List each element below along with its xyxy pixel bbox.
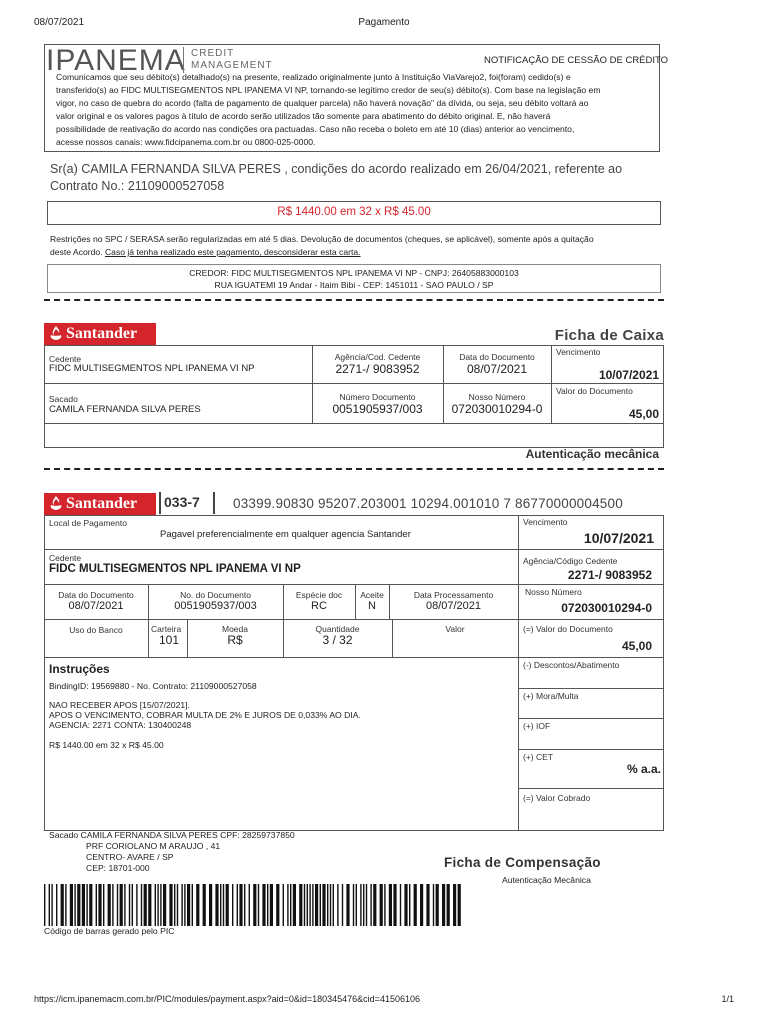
barcode-bar	[363, 884, 364, 926]
caixa-valor-label: Valor do Documento	[556, 386, 633, 396]
barcode-bar	[315, 884, 318, 926]
barcode-bar	[187, 884, 190, 926]
comp-especie-value: RC	[311, 600, 327, 612]
creditor-line2: RUA IGUATEMI 19 Andar - Itaim Bibi - CEP: 1451011 - SAO PAULO / SP	[214, 280, 494, 290]
barcode-bar	[366, 884, 367, 926]
barcode-bar	[144, 884, 147, 926]
barcode-bar	[129, 884, 130, 926]
barcode-bar	[276, 884, 279, 926]
barcode-bar	[136, 884, 137, 926]
local-pagamento-value: Pagavel preferencialmente em qualquer agencia Santander	[160, 529, 411, 540]
sacado-line2: PRF CORIOLANO M ARAUJO , 41	[86, 841, 221, 851]
uso-banco-label: Uso do Banco	[69, 625, 123, 635]
barcode-bar	[56, 884, 57, 926]
barcode-bar	[253, 884, 256, 926]
barcode-bar	[270, 884, 273, 926]
barcode-bar	[304, 884, 305, 926]
barcode-bar	[330, 884, 331, 926]
barcode-bar	[239, 884, 242, 926]
barcode-bar	[148, 884, 151, 926]
caixa-cedente-label: Cedente	[49, 354, 82, 364]
logo-sub-credit: CREDIT	[191, 48, 235, 59]
comp-agencia-value: 2271-/ 9083952	[567, 568, 652, 582]
barcode-bar	[117, 884, 118, 926]
barcode-bar	[184, 884, 185, 926]
caixa-agencia-label: Agência/Cod. Cedente	[334, 352, 421, 362]
barcode-bar	[327, 884, 328, 926]
santander-logo: Santander	[44, 323, 156, 345]
barcode-bar	[453, 884, 456, 926]
barcode-bar	[373, 884, 376, 926]
barcode-bar	[112, 884, 113, 926]
print-date: 08/07/2021	[34, 17, 85, 28]
santander-flame-icon	[49, 326, 63, 341]
ficha-compensacao-title: Ficha de Compensação	[444, 855, 601, 870]
barcode-bar	[163, 884, 166, 926]
sacado-line1: Sacado CAMILA FERNANDA SILVA PERES CPF: 28259737850	[49, 830, 295, 840]
linha-digitavel: 03399.90830 95207.203001 10294.001010 7 86770000004500	[233, 496, 623, 511]
contract-number: Contrato No.: 21109000527058	[50, 179, 225, 193]
comp-data-doc-label: Data do Documento	[58, 590, 134, 600]
restrictions-line2: deste Acordo. Caso já tenha realizado este pagamento, desconsiderar esta carta.	[50, 247, 361, 257]
comp-data-proc-value: 08/07/2021	[425, 600, 482, 612]
caixa-vencimento-label: Vencimento	[556, 347, 601, 357]
barcode-bar	[89, 884, 92, 926]
cut-line	[44, 468, 664, 470]
comp-autenticacao: Autenticação Mecânica	[502, 875, 591, 885]
barcode-bar	[307, 884, 308, 926]
restrictions-line1: Restrições no SPC / SERASA serão regularizadas em até 5 dias. Devolução de documentos (cheques, se aplicável), somente após a quitação	[50, 234, 594, 244]
barcode-bar	[409, 884, 410, 926]
caixa-vencimento-value: 10/07/2021	[598, 368, 659, 382]
comp-data-proc-label: Data Processamento	[413, 590, 494, 600]
barcode-bar	[209, 884, 212, 926]
barcode-bar	[244, 884, 245, 926]
instr-line3: AGENCIA: 2271 CONTA: 130400248	[49, 720, 192, 730]
barcode-bar	[360, 884, 361, 926]
agreement-line1: Sr(a) CAMILA FERNANDA SILVA PERES , condições do acordo realizado em 26/04/2021, referente ao	[50, 162, 623, 176]
caixa-sacado-label: Sacado	[49, 394, 78, 404]
descontos-label: (-) Descontos/Abatimento	[523, 660, 620, 670]
caixa-cedente-value: FIDC MULTISEGMENTOS NPL IPANEMA VI NP	[49, 363, 255, 374]
barcode-bar	[433, 884, 434, 926]
barcode-bar	[299, 884, 302, 926]
barcode-bar	[132, 884, 133, 926]
barcode-bar	[320, 884, 321, 926]
barcode-bar	[203, 884, 206, 926]
barcode-bar	[51, 884, 52, 926]
barcode-bar	[420, 884, 423, 926]
barcode-bar	[70, 884, 73, 926]
print-title: Pagamento	[358, 17, 410, 28]
barcode-bar	[232, 884, 233, 926]
barcode-bar	[283, 884, 284, 926]
caixa-num-doc-value: 0051905937/003	[332, 402, 423, 416]
instr-binding: BindingID: 19569880 - No. Contrato: 21109000527058	[49, 681, 257, 691]
local-pagamento-label: Local de Pagamento	[49, 518, 127, 528]
quantidade-value: 3 / 32	[322, 633, 353, 647]
amount-text: R$ 1440.00 em 32 x R$ 45.00	[277, 206, 431, 218]
caixa-num-doc-label: Número Documento	[339, 392, 416, 402]
barcode-bar	[389, 884, 392, 926]
comp-especie-label: Espécie doc	[295, 590, 343, 600]
barcode-bar	[458, 884, 461, 926]
caixa-data-doc-value: 08/07/2021	[466, 362, 528, 376]
barcode-bar	[98, 884, 101, 926]
cet-value: % a.a.	[626, 762, 661, 776]
barcode-bar	[322, 884, 325, 926]
instr-line1: NAO RECEBER APOS [15/07/2021].	[49, 700, 190, 710]
barcode-bar	[120, 884, 123, 926]
comp-data-doc-value: 08/07/2021	[68, 600, 124, 612]
instr-line4: R$ 1440.00 em 32 x R$ 45.00	[49, 740, 164, 750]
barcode-bar	[74, 884, 75, 926]
barcode-bar	[141, 884, 142, 926]
barcode-bar	[96, 884, 97, 926]
barcode-bar	[384, 884, 385, 926]
barcode-bar	[160, 884, 161, 926]
caixa-nosso-num-value: 072030010294-0	[451, 402, 543, 416]
valor-cobrado-label: (=) Valor Cobrado	[523, 793, 591, 803]
iof-label: (+) IOF	[523, 721, 551, 731]
instrucoes-title: Instruções	[49, 662, 110, 676]
barcode-caption: Código de barras gerado pelo PIC	[44, 926, 175, 936]
barcode-bar	[404, 884, 407, 926]
comp-cedente-value: FIDC MULTISEGMENTOS NPL IPANEMA VI NP	[49, 563, 301, 575]
barcode-bar	[258, 884, 259, 926]
notice-text: Comunicamos que seu débito(s) detalhado(s) na presente, realizado originalmente junto à Instituição ViaVarejo2, foi(foram) cedido(s) e transferido(s) ao FIDC MULTISEGMENTOS NPL IPANEMA VI NP, tornando-se legítimo credor de seu(s) débito(s). Com base na legislação em vigor, no caso de quebra do acordo (falta de pagamento de qualquer parcela) não haverá novação" da dívida, ou seja, seu débito voltará ao valor original e os valores pagos à título de acordo serão utilizados tão somente para abatimento do débito original. E, não haverá possibilidade de reativação do acordo nas condições ora pactuadas. Caso não receba o boleto em até 10 (dias) anterior ao vencimento, acesse nossos canais: www.fidcipanema.com.br ou 0800-025-0000.	[56, 72, 601, 147]
barcode-bar	[287, 884, 288, 926]
barcode-bar	[249, 884, 250, 926]
comp-no-doc-label: No. do Documento	[180, 590, 251, 600]
barcode-bar	[49, 884, 50, 926]
mora-label: (+) Mora/Multa	[523, 691, 579, 701]
creditor-line1: CREDOR: FIDC MULTISEGMENTOS NPL IPANEMA VI NP - CNPJ: 26405883000103	[189, 268, 519, 278]
barcode-bar	[196, 884, 199, 926]
barcode-bar	[124, 884, 125, 926]
barcode-bar	[226, 884, 229, 926]
valor-label: Valor	[445, 624, 465, 634]
caixa-data-doc-label: Data do Documento	[459, 352, 535, 362]
barcode-bar	[370, 884, 371, 926]
caixa-valor-value: 45,00	[628, 407, 659, 421]
caixa-autenticacao: Autenticação mecânica	[525, 447, 659, 461]
barcode-bar	[414, 884, 417, 926]
comp-vencimento-value: 10/07/2021	[583, 530, 654, 546]
notice-title: NOTIFICAÇÃO DE CESSÃO DE CRÉDITO	[484, 55, 669, 66]
comp-nosso-num-label: Nosso Número	[525, 587, 582, 597]
barcode-bar	[447, 884, 450, 926]
barcode-bar	[192, 884, 193, 926]
caixa-agencia-value: 2271-/ 9083952	[335, 362, 420, 376]
comp-aceite-value: N	[368, 600, 376, 612]
barcode-bar	[86, 884, 87, 926]
bank-code: 033-7	[164, 494, 200, 510]
barcode-bar	[436, 884, 439, 926]
barcode-bar	[220, 884, 221, 926]
barcode-bar	[346, 884, 349, 926]
barcode-bar	[77, 884, 80, 926]
barcode-bar	[103, 884, 104, 926]
barcode-bar	[290, 884, 291, 926]
moeda-value: R$	[227, 633, 243, 647]
caixa-nosso-num-label: Nosso Número	[468, 392, 526, 402]
comp-cedente-label: Cedente	[49, 553, 82, 563]
barcode-bar	[342, 884, 343, 926]
print-url: https://icm.ipanemacm.com.br/PIC/modules/payment.aspx?aid=0&id=180345476&cid=41506106	[34, 994, 420, 1004]
santander-logo: Santander	[44, 493, 156, 515]
ipanema-logo: IPANEMA	[46, 44, 186, 77]
barcode-bar	[82, 884, 85, 926]
sacado-line3: CENTRO- AVARE / SP	[86, 852, 174, 862]
barcode-bar	[380, 884, 383, 926]
comp-no-doc-value: 0051905937/003	[174, 600, 257, 612]
valor-doc-value: 45,00	[621, 639, 652, 653]
carteira-label: Carteira	[151, 624, 182, 634]
barcode-bar	[353, 884, 354, 926]
barcode-bar	[215, 884, 218, 926]
barcode-bar	[169, 884, 172, 926]
santander-flame-icon	[49, 496, 63, 511]
moeda-label: Moeda	[222, 624, 248, 634]
barcode-bar	[442, 884, 445, 926]
barcode-bar	[61, 884, 64, 926]
barcode-bar	[309, 884, 310, 926]
barcode-bar	[356, 884, 357, 926]
barcode-bar	[337, 884, 338, 926]
comp-agencia-label: Agência/Código Cedente	[523, 556, 618, 566]
barcode-bar	[393, 884, 396, 926]
quantidade-label: Quantidade	[315, 624, 360, 634]
barcode-bar	[267, 884, 268, 926]
barcode-bar	[181, 884, 182, 926]
barcode-bar	[177, 884, 178, 926]
barcode-bar	[400, 884, 401, 926]
ficha-caixa-title: Ficha de Caixa	[554, 327, 664, 344]
barcode-bar	[155, 884, 156, 926]
sacado-line4: CEP: 18701-000	[86, 863, 150, 873]
barcode-bar	[293, 884, 296, 926]
instr-line2: APOS O VENCIMENTO, COBRAR MULTA DE 2% E JUROS DE 0,033% AO DIA.	[49, 710, 361, 720]
barcode-bar	[333, 884, 334, 926]
barcode	[42, 884, 466, 926]
barcode-bar	[237, 884, 238, 926]
barcode-bar	[262, 884, 265, 926]
barcode-bar	[44, 884, 45, 926]
comp-aceite-label: Aceite	[360, 590, 384, 600]
barcode-bar	[312, 884, 313, 926]
comp-vencimento-label: Vencimento	[523, 517, 568, 527]
carteira-value: 101	[159, 633, 180, 647]
valor-doc-label: (=) Valor do Documento	[523, 624, 613, 634]
print-page: 1/1	[721, 994, 734, 1004]
barcode-bar	[157, 884, 158, 926]
cet-label: (+) CET	[523, 752, 553, 762]
logo-sub-management: MANAGEMENT	[191, 60, 273, 71]
barcode-bar	[174, 884, 175, 926]
caixa-sacado-value: CAMILA FERNANDA SILVA PERES	[49, 404, 201, 415]
barcode-bar	[223, 884, 224, 926]
barcode-bar	[108, 884, 111, 926]
comp-nosso-num-value: 072030010294-0	[561, 601, 652, 615]
cut-line	[44, 299, 664, 301]
barcode-bar	[65, 884, 66, 926]
barcode-bar	[426, 884, 429, 926]
